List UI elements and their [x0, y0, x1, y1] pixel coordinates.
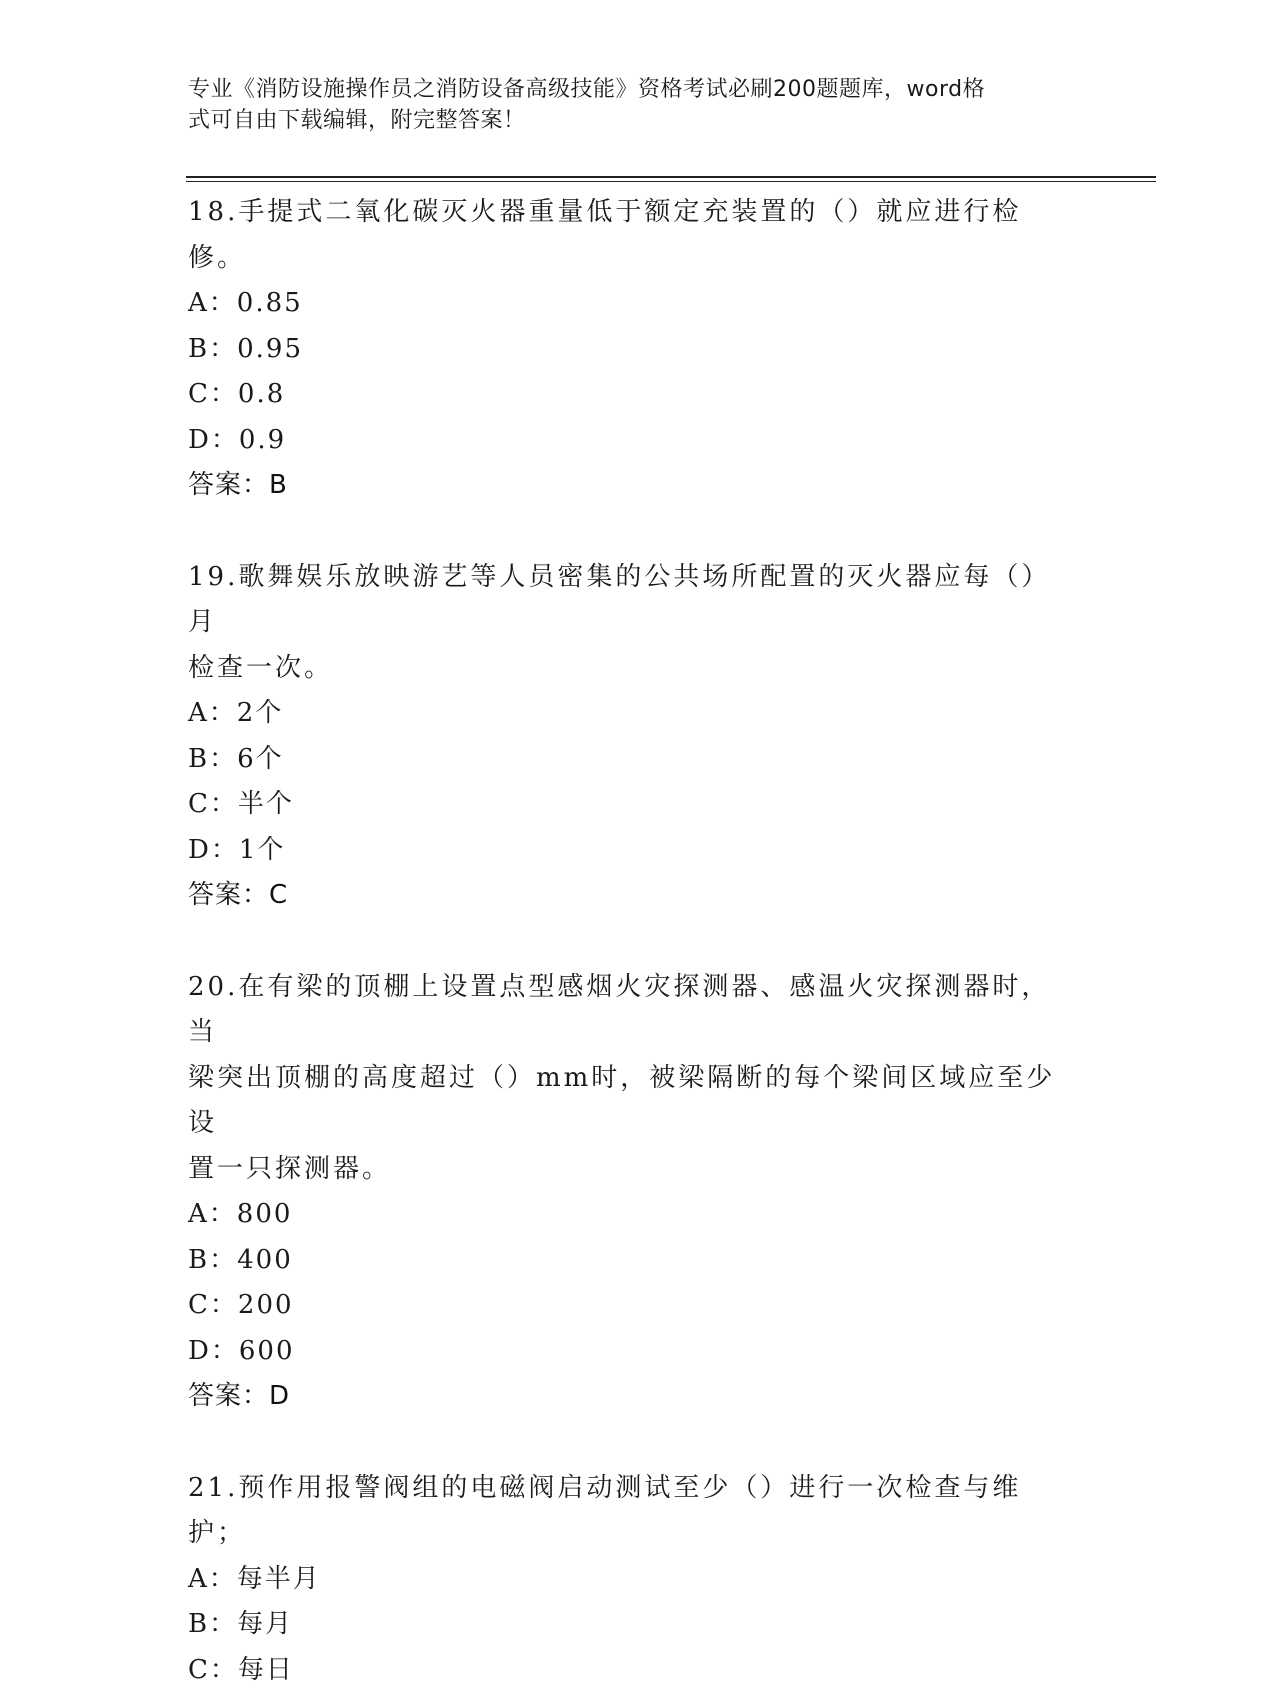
option-letter: C：	[188, 1283, 238, 1329]
question-stem-continued: 置一只探测器。	[188, 1147, 1078, 1193]
option-letter: A：	[188, 1192, 237, 1238]
option-letter: C：	[188, 782, 238, 828]
question-stem: 21.预作用报警阀组的电磁阀启动测试至少（）进行一次检查与维护；	[188, 1466, 1078, 1557]
option-letter: D：	[188, 418, 239, 464]
document-header	[188, 74, 1068, 136]
option-b	[188, 1238, 1078, 1284]
option-a	[188, 691, 1078, 737]
option-text: 600	[239, 1336, 295, 1366]
option-c	[188, 372, 1078, 418]
option-text: 0.85	[237, 288, 303, 318]
option-text: 200	[238, 1290, 294, 1320]
option-letter: B：	[188, 1238, 237, 1284]
option-a	[188, 281, 1078, 327]
option-letter: B：	[188, 327, 237, 373]
option-letter: D：	[188, 828, 239, 874]
option-text: 0.8	[238, 379, 285, 409]
question-21	[188, 1466, 1078, 1693]
spacer	[188, 919, 1078, 965]
header-line-2: 式可自由下载编辑，附完整答案！	[188, 105, 1068, 136]
spacer	[188, 1420, 1078, 1466]
option-text: 800	[237, 1199, 293, 1229]
option-b	[188, 737, 1078, 783]
option-a	[188, 1557, 1078, 1603]
option-text: 6个	[237, 744, 284, 774]
option-d	[188, 418, 1078, 464]
option-c	[188, 782, 1078, 828]
question-stem: 20.在有梁的顶棚上设置点型感烟火灾探测器、感温火灾探测器时，当	[188, 965, 1078, 1056]
question-stem-continued: 梁突出顶棚的高度超过（）mm时，被梁隔断的每个梁间区域应至少设	[188, 1056, 1078, 1147]
option-c	[188, 1283, 1078, 1329]
option-letter: C：	[188, 1648, 238, 1693]
header-divider-thick	[186, 176, 1156, 178]
question-stem: 19.歌舞娱乐放映游艺等人员密集的公共场所配置的灭火器应每（）月	[188, 555, 1078, 646]
question-19	[188, 555, 1078, 919]
header-divider-thin	[186, 181, 1156, 182]
answer-label: 答案：D	[188, 1374, 1078, 1420]
question-18	[188, 190, 1078, 509]
option-d	[188, 828, 1078, 874]
option-c	[188, 1648, 1078, 1693]
option-letter: B：	[188, 737, 237, 783]
option-a	[188, 1192, 1078, 1238]
option-text: 半个	[238, 789, 294, 819]
option-letter: D：	[188, 1329, 239, 1375]
question-20	[188, 965, 1078, 1420]
header-line-1: 专业《消防设施操作员之消防设备高级技能》资格考试必刷200题题库，word格	[188, 74, 1068, 105]
option-letter: C：	[188, 372, 238, 418]
option-b	[188, 327, 1078, 373]
option-letter: A：	[188, 691, 237, 737]
option-letter: A：	[188, 1557, 237, 1603]
question-list	[188, 190, 1078, 1693]
question-stem-continued: 检查一次。	[188, 646, 1078, 692]
option-d	[188, 1329, 1078, 1375]
answer-label: 答案：B	[188, 463, 1078, 509]
option-text: 0.95	[237, 334, 303, 364]
option-text: 每日	[238, 1655, 294, 1685]
option-text: 400	[237, 1245, 293, 1275]
answer-label: 答案：C	[188, 873, 1078, 919]
option-b	[188, 1602, 1078, 1648]
option-text: 1个	[239, 835, 286, 865]
spacer	[188, 509, 1078, 555]
option-text: 2个	[237, 698, 284, 728]
option-letter: B：	[188, 1602, 237, 1648]
option-text: 每半月	[237, 1564, 321, 1594]
option-text: 每月	[237, 1609, 293, 1639]
option-text: 0.9	[239, 425, 286, 455]
option-letter: A：	[188, 281, 237, 327]
question-stem: 18.手提式二氧化碳灭火器重量低于额定充装置的（）就应进行检修。	[188, 190, 1078, 281]
